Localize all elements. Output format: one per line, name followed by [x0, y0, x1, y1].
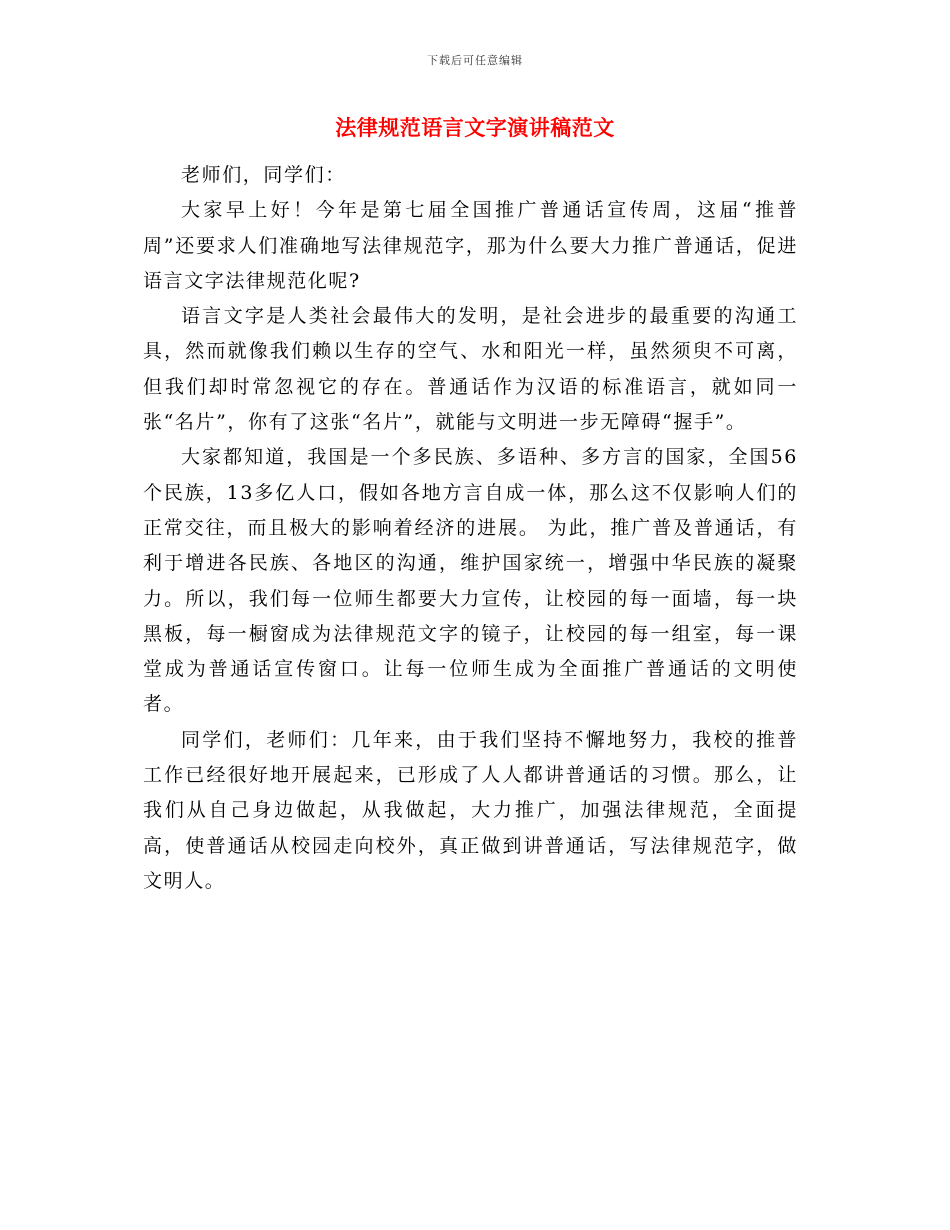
paragraph-4: 同学们，老师们：几年来，由于我们坚持不懈地努力，我校的推普工作已经很好地开展起来，已形成了人人都讲普通话的习惯。那么，让我们从自己身边做起，从我做起，大力推广，加强法律规范，全面提高，使普通话从校园走向校外，真正做到讲普通话，写法律规范字，做文明人。 [143, 728, 798, 892]
paragraph-1: 大家早上好！今年是第七届全国推广普通话宣传周，这届“推普周”还要求人们准确地写法律规范字，那为什么要大力推广普通话，促进语言文字法律规范化呢? [143, 199, 798, 292]
paragraph-2: 语言文字是人类社会最伟大的发明，是社会进步的最重要的沟通工具，然而就像我们赖以生存的空气、水和阳光一样，虽然须臾不可离，但我们却时常忽视它的存在。普通话作为汉语的标准语言，就如同一张“名片”，你有了这张“名片”，就能与文明进一步无障碍“握手”。 [143, 305, 798, 434]
paragraph-3: 大家都知道，我国是一个多民族、多语种、多方言的国家，全国56个民族，13多亿人口，假如各地方言自成一体，那么这不仅影响人们的正常交往，而且极大的影响着经济的进展。 为此，推广普及普通话，有利于增进各民族、各地区的沟通，维护国家统一，增强中华民族的凝聚力。所以，我们每一位师生都要大力宣传，让校园的每一面墙，每一块黑板，每一橱窗成为法律规范文字的镜子，让校园的每一组室，每一课堂成为普通话宣传窗口。让每一位师生成为全面推广普通话的文明使者。 [143, 446, 798, 716]
document-body [143, 158, 798, 899]
header-note: 下载后可任意编辑 [427, 54, 523, 67]
salutation: 老师们，同学们： [181, 164, 346, 186]
document-title: 法律规范语言文字演讲稿范文 [335, 115, 615, 140]
